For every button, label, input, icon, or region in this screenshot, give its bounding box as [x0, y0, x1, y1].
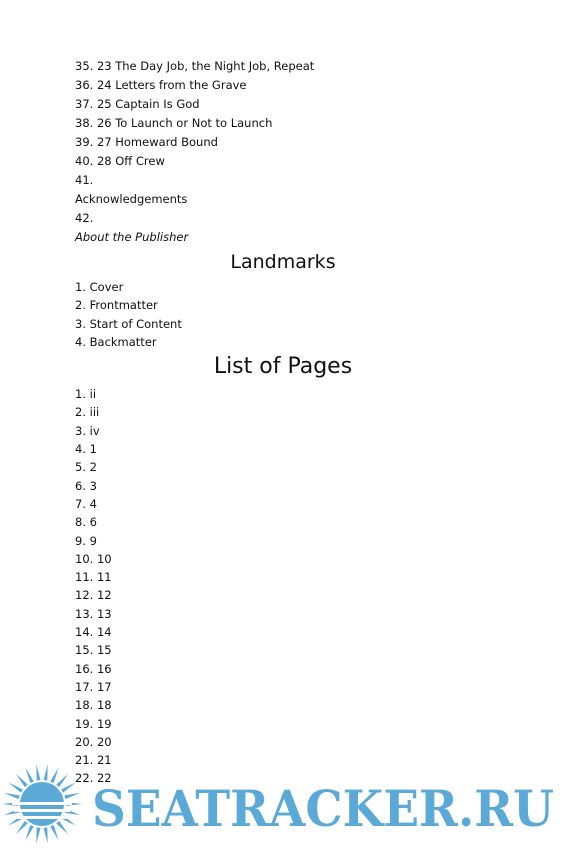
page-item[interactable]: 18. 18 [75, 698, 112, 713]
page-item[interactable]: 16. 16 [75, 661, 112, 676]
landmarks-list [75, 278, 535, 351]
page-item[interactable]: 22. 22 [75, 771, 112, 786]
watermark-logo [0, 760, 566, 850]
watermark [0, 760, 566, 850]
page-item[interactable]: 13. 13 [75, 606, 112, 621]
page-item[interactable]: 4. 1 [75, 442, 97, 457]
sun-ray [44, 827, 48, 843]
page-item[interactable]: 6. 3 [75, 478, 97, 493]
sun-ray [50, 768, 58, 783]
sun-ray [36, 827, 40, 843]
sun-ray [56, 774, 68, 787]
watermark-text: SEATRACKER.RU [92, 779, 554, 838]
sun-ray [16, 821, 28, 834]
sun-ray [56, 821, 68, 834]
sun-ray [61, 782, 76, 792]
landmark-item[interactable]: 4. Backmatter [75, 334, 157, 349]
page-item[interactable]: 7. 4 [75, 496, 97, 511]
toc-item[interactable]: 36. 24 Letters from the Grave [75, 78, 247, 92]
toc-item[interactable]: 35. 23 The Day Job, the Night Job, Repeat [75, 59, 315, 73]
toc-item[interactable]: 40. 28 Off Crew [75, 154, 165, 168]
sun-ray [50, 825, 58, 840]
landmark-item[interactable]: 1. Cover [75, 280, 124, 294]
page-item[interactable]: 19. 19 [75, 716, 112, 731]
toc-item-number: 41. [75, 173, 94, 187]
page-item[interactable]: 5. 2 [75, 460, 97, 475]
toc-item[interactable]: Acknowledgements [75, 192, 188, 206]
sun-ray [16, 774, 28, 787]
page-item[interactable]: 14. 14 [75, 625, 112, 640]
toc-item[interactable]: About the Publisher [75, 230, 189, 244]
page-item[interactable]: 15. 15 [75, 643, 112, 658]
landmarks-heading: Landmarks [230, 251, 336, 273]
sun-ray [64, 793, 80, 799]
page-item[interactable]: 21. 21 [75, 753, 112, 768]
page-item[interactable]: 10. 10 [75, 551, 112, 566]
pages-heading: List of Pages [213, 354, 353, 380]
pages-list [75, 385, 535, 788]
toc-item[interactable]: 37. 25 Captain Is God [75, 97, 200, 111]
page-item[interactable]: 12. 12 [75, 588, 112, 603]
document-page [75, 57, 535, 788]
landmark-item[interactable]: 2. Frontmatter [75, 298, 158, 313]
toc-item[interactable]: 39. 27 Homeward Bound [75, 135, 218, 149]
page-item[interactable]: 2. iii [75, 405, 100, 420]
sun-ray [25, 825, 33, 840]
page-item[interactable]: 11. 11 [75, 570, 112, 585]
page-item[interactable]: 8. 6 [75, 515, 97, 530]
page-item[interactable]: 9. 9 [75, 533, 97, 548]
toc-item[interactable]: 38. 26 To Launch or Not to Launch [75, 116, 273, 130]
page-item[interactable]: 3. iv [75, 423, 100, 438]
page-item[interactable]: 20. 20 [75, 734, 112, 749]
page-item[interactable]: 1. ii [75, 387, 97, 402]
sun-ray [44, 764, 48, 780]
sun-ray [4, 793, 20, 799]
page-item[interactable]: 17. 17 [75, 679, 112, 694]
table-of-contents [75, 57, 535, 247]
sun-ray [8, 782, 23, 792]
sun-ray [36, 764, 40, 780]
sun-ray [25, 768, 33, 783]
toc-item-number: 42. [75, 211, 94, 225]
sun-burst-icon [2, 764, 82, 843]
landmark-item[interactable]: 3. Start of Content [75, 316, 182, 331]
